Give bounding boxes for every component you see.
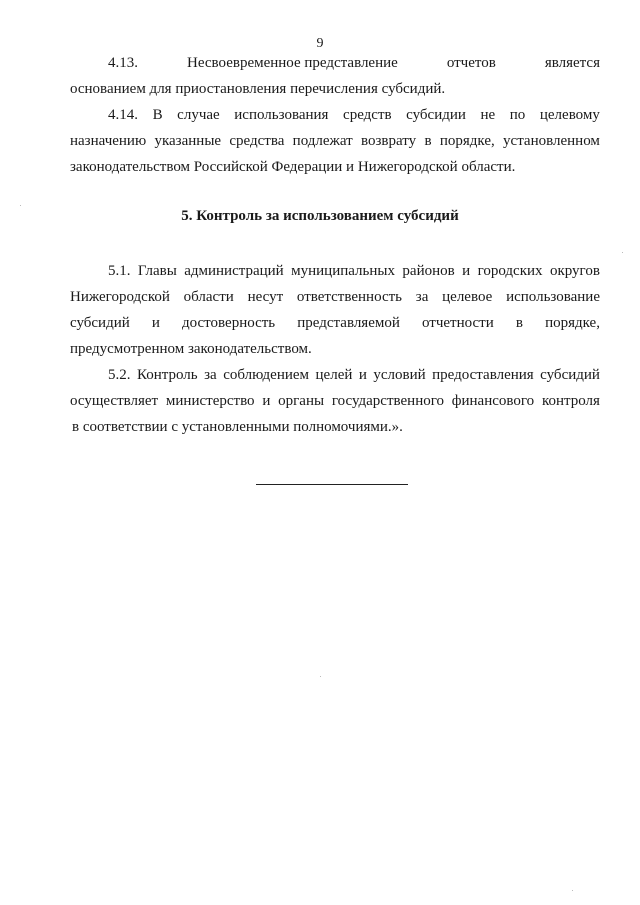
word: и — [151, 315, 160, 331]
word: использование — [506, 289, 600, 305]
word: в — [424, 133, 432, 149]
word: целевое — [442, 289, 493, 305]
word: округов — [549, 263, 600, 279]
word: и — [262, 393, 271, 409]
word: подлежат — [292, 133, 353, 149]
page-number: 9 — [316, 36, 324, 51]
paragraph-line: основанием для приостановления перечисления субсидий. — [70, 81, 446, 97]
paragraph-line: предусмотренном законодательством. — [70, 341, 312, 357]
paragraph-line — [70, 362, 600, 388]
word: случае — [177, 107, 220, 123]
scan-speck — [572, 890, 573, 891]
section-heading: 5. Контроль за использованием субсидий — [181, 208, 459, 224]
word: назначению — [70, 133, 147, 149]
word: области — [183, 289, 234, 305]
paragraph-line — [70, 50, 600, 76]
paragraph-line — [70, 258, 600, 284]
word: средства — [229, 133, 285, 149]
word: государственного — [331, 393, 444, 409]
paragraph-line — [70, 284, 600, 310]
word: в — [515, 315, 523, 331]
word: районов — [402, 263, 455, 279]
word: администраций — [184, 263, 284, 279]
paragraph-line — [70, 388, 600, 414]
word: субсидии — [406, 107, 466, 123]
word: контроля — [541, 393, 600, 409]
word: возврату — [361, 133, 417, 149]
word: целевому — [539, 107, 600, 123]
word: достоверность — [182, 315, 276, 331]
word: 4.13. — [108, 55, 138, 71]
word: представляемой — [297, 315, 400, 331]
word: установленном — [503, 133, 600, 149]
word: и — [462, 263, 471, 279]
word: порядке, — [439, 133, 495, 149]
paragraph-5-1 — [70, 258, 600, 362]
word: порядке, — [545, 315, 600, 331]
word: Несвоевременное представление — [187, 55, 398, 71]
word: Контроль — [136, 367, 198, 383]
word: средств — [343, 107, 392, 123]
word: и — [358, 367, 367, 383]
paragraph-line — [70, 128, 600, 154]
word: отчетности — [422, 315, 494, 331]
word: по — [509, 107, 526, 123]
scan-speck — [320, 676, 321, 677]
word: финансового — [451, 393, 535, 409]
word: за — [204, 367, 217, 383]
word: является — [544, 55, 600, 71]
word: использования — [234, 107, 329, 123]
word: ответственность — [296, 289, 403, 305]
paragraph-line: законодательством Российской Федерации и Нижегородской области. — [70, 159, 516, 175]
paragraph-4-13 — [70, 50, 600, 102]
word: В — [152, 107, 163, 123]
paragraph-line — [70, 310, 600, 336]
word: 5.2. — [108, 367, 131, 383]
paragraph-5-2 — [70, 362, 600, 440]
paragraph-4-14 — [70, 102, 600, 180]
word: не — [480, 107, 496, 123]
closing-divider — [256, 484, 408, 485]
word: субсидий — [70, 315, 130, 331]
word: отчетов — [446, 55, 496, 71]
word: осуществляет — [70, 393, 159, 409]
word: 5.1. — [108, 263, 131, 279]
word: органы — [278, 393, 325, 409]
word: 4.14. — [108, 107, 138, 123]
word: соблюдением — [223, 367, 310, 383]
word: субсидий — [540, 367, 600, 383]
paragraph-line: в соответствии с установленными полномочиями.». — [72, 419, 403, 435]
word: Нижегородской — [70, 289, 170, 305]
word: несут — [247, 289, 284, 305]
word: указанные — [154, 133, 222, 149]
word: Главы — [137, 263, 177, 279]
word: министерство — [165, 393, 255, 409]
paragraph-line — [70, 102, 600, 128]
word: муниципальных — [291, 263, 395, 279]
word: городских — [477, 263, 543, 279]
word: предоставления — [432, 367, 534, 383]
word: целей — [315, 367, 353, 383]
scan-speck — [20, 205, 21, 206]
word: условий — [373, 367, 426, 383]
scan-speck — [622, 252, 623, 253]
word: за — [415, 289, 429, 305]
